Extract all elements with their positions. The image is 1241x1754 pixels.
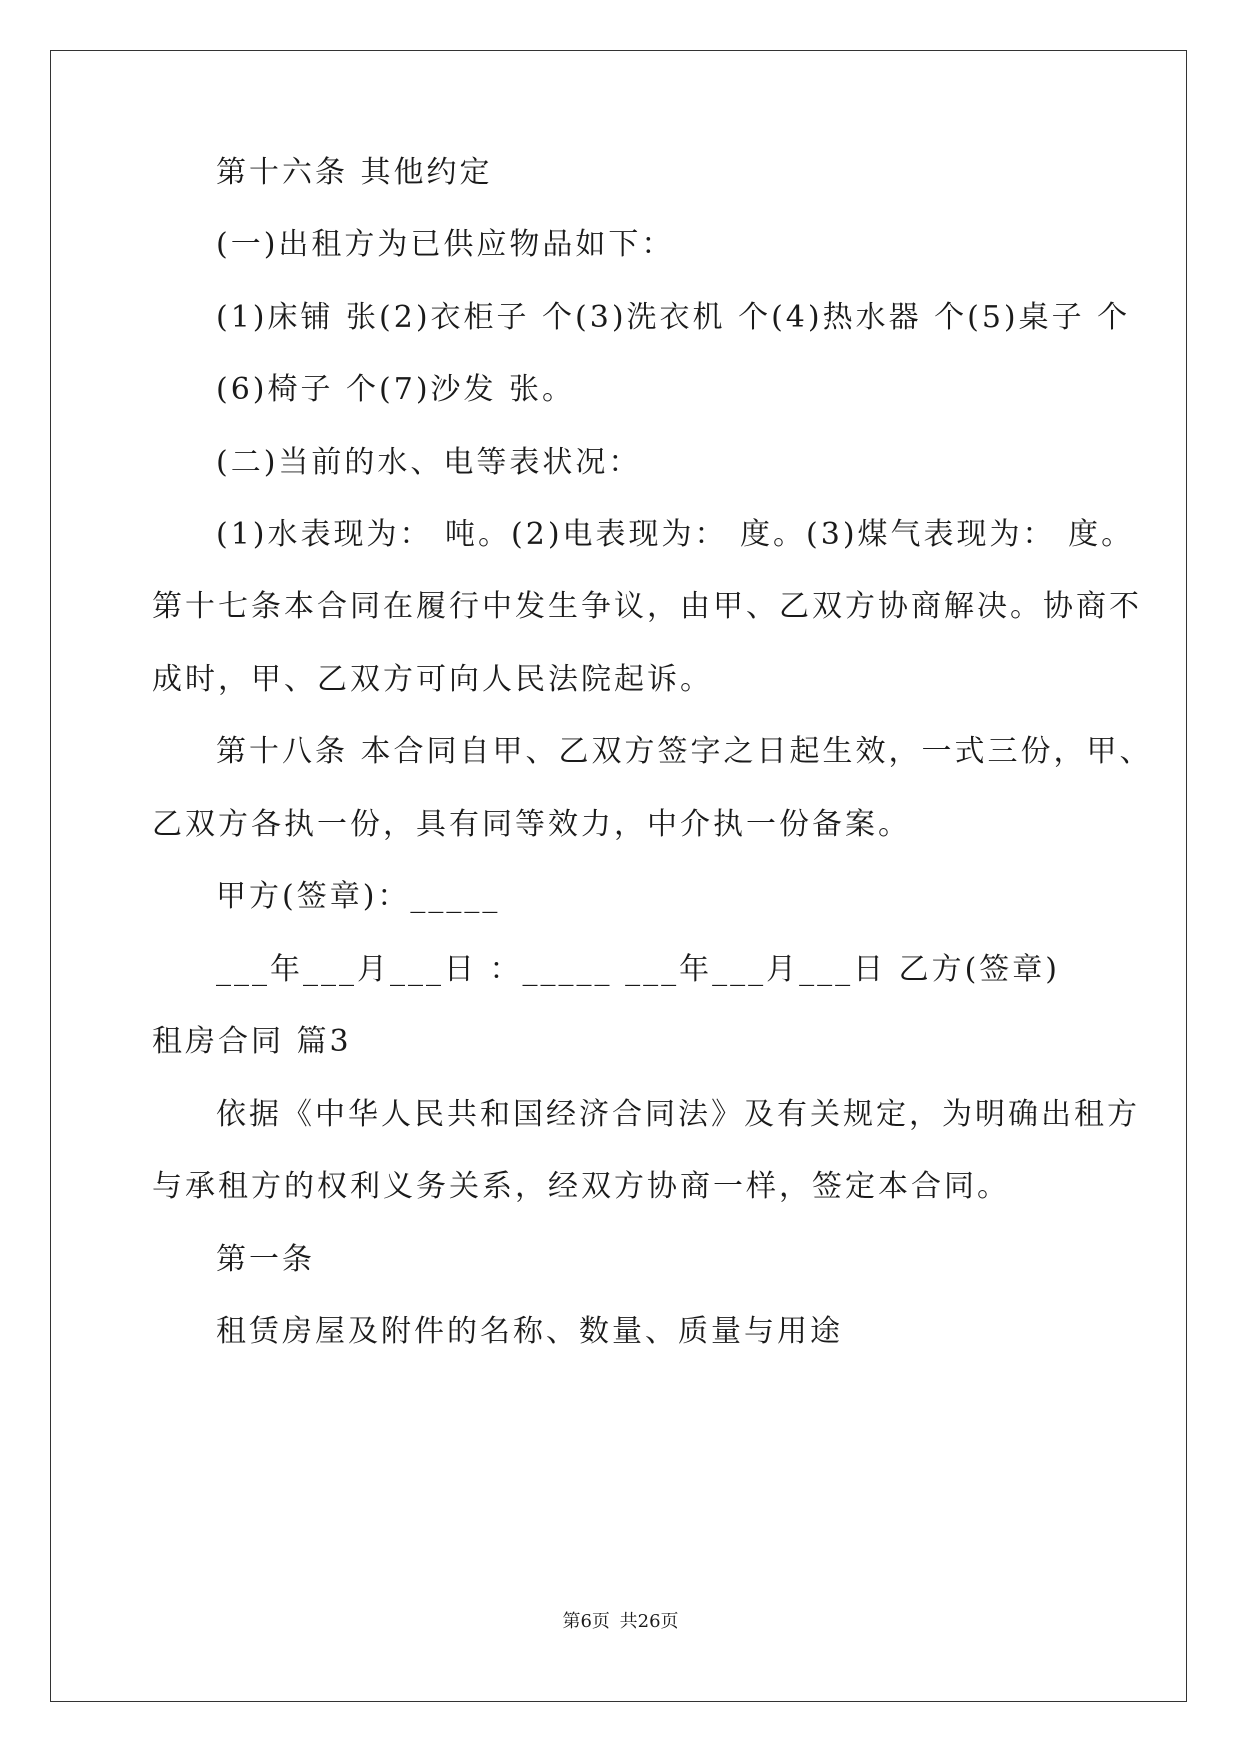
text-line: (二)当前的水、电等表状况： <box>216 445 642 480</box>
text-line: 第十八条 本合同自甲、乙双方签字之日起生效，一式三份，甲、 <box>216 734 1153 769</box>
text-line: (6)椅子 个(7)沙发 张。 <box>216 372 576 407</box>
page-footer <box>0 1610 1241 1634</box>
section-heading: 租房合同 篇3 <box>152 1024 352 1059</box>
text-line: 依据《中华人民共和国经济合同法》及有关规定，为明确出租方 <box>216 1097 1140 1132</box>
text-line: 乙双方各执一份，具有同等效力，中介执一份备案。 <box>152 807 911 842</box>
text-line: ___年___月___日 ：_____ ___年___月___日 乙方(签章) <box>216 952 1061 987</box>
page-total: 共26页 <box>619 1611 679 1632</box>
text-line: 成时，甲、乙双方可向人民法院起诉。 <box>152 662 713 697</box>
text-line: 第十七条本合同在履行中发生争议，由甲、乙双方协商解决。协商不 <box>152 589 1142 624</box>
text-line: 与承租方的权利义务关系，经双方协商一样，签定本合同。 <box>152 1169 1010 1204</box>
text-line: 第十六条 其他约定 <box>216 155 493 190</box>
text-line: 租赁房屋及附件的名称、数量、质量与用途 <box>216 1314 843 1349</box>
text-line: 甲方(签章)：_____ <box>216 879 501 914</box>
text-line: (一)出租方为已供应物品如下： <box>216 227 675 262</box>
page-number: 第6页 <box>562 1611 610 1632</box>
text-line: (1)床铺 张(2)衣柜子 个(3)洗衣机 个(4)热水器 个(5)桌子 个 <box>216 300 1131 335</box>
text-line: 第一条 <box>216 1242 315 1277</box>
text-line: (1)水表现为： 吨。(2)电表现为： 度。(3)煤气表现为： 度。 <box>216 517 1135 552</box>
